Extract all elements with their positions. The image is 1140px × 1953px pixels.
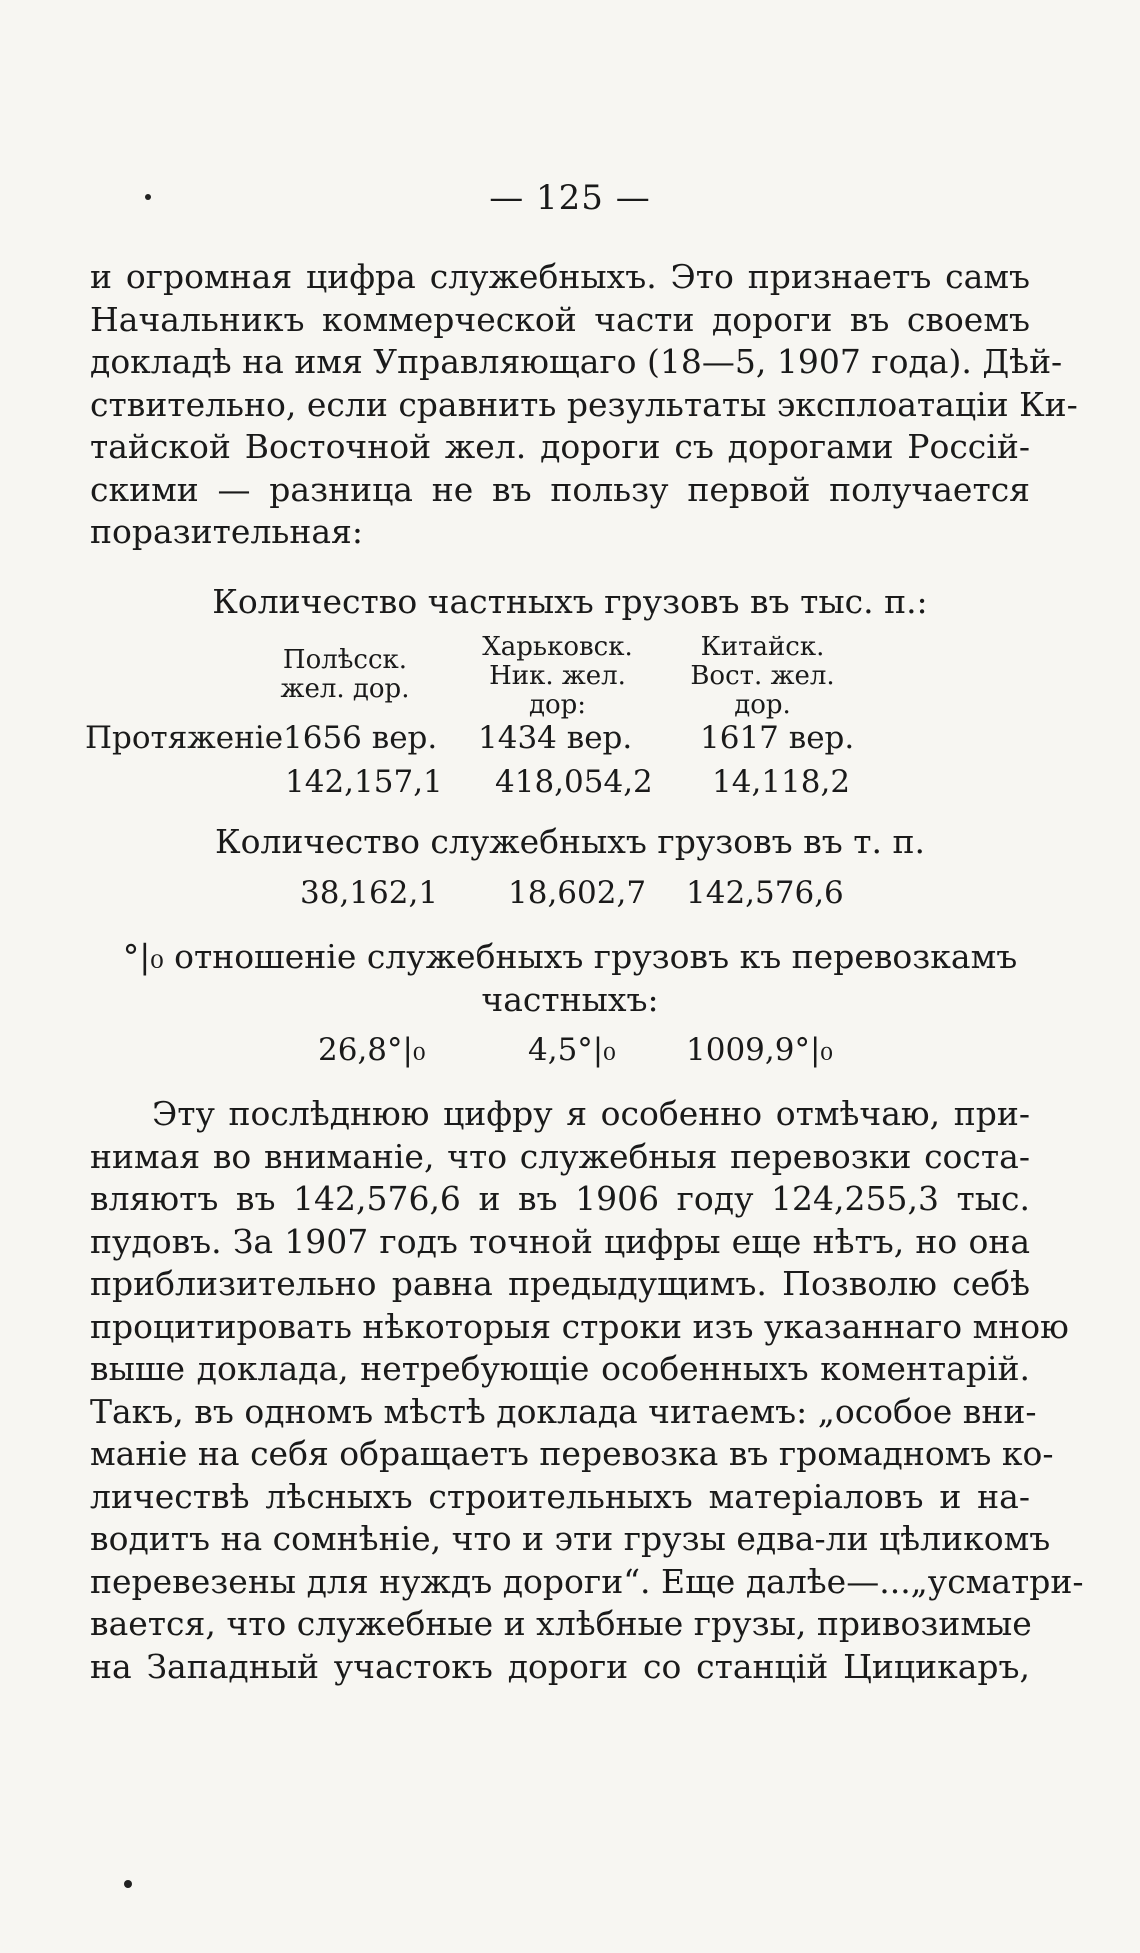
text-line: нимая во вниманіе, что служебныя перевозки соста- bbox=[90, 1136, 1030, 1176]
cell-length-kharkovsk: 1434 вер. bbox=[478, 720, 633, 756]
ink-speck bbox=[124, 1880, 132, 1888]
text-line: тайской Восточной жел. дороги съ дорогами Россій- bbox=[90, 427, 1030, 466]
cell-ratio-kitaisk: 1009,9°|₀ bbox=[686, 1032, 833, 1068]
text-line: пудовъ. За 1907 годъ точной цифры еще нѣтъ, но она bbox=[90, 1221, 1030, 1261]
cell-private-kharkovsk: 418,054,2 bbox=[495, 764, 653, 800]
text-line: перевезены для нуждъ дороги“. Еще далѣе—...„усматри- bbox=[90, 1561, 1084, 1601]
page-number: — 125 — bbox=[489, 178, 651, 218]
text-line: поразительная: bbox=[90, 512, 363, 551]
cell-ratio-polessk: 26,8°|₀ bbox=[318, 1032, 426, 1068]
text-line: вляютъ въ 142,576,6 и въ 1906 году 124,255,3 тыс. bbox=[90, 1179, 1030, 1218]
text-line: водитъ на сомнѣніе, что и эти грузы едва-ли цѣликомъ bbox=[90, 1519, 1051, 1558]
text-line: процитировать нѣкоторыя строки изъ указаннаго мною bbox=[90, 1306, 1069, 1346]
text-line: выше доклада, нетребующіе особенныхъ коментарій. bbox=[90, 1349, 1030, 1388]
text-line: на Западный участокъ дороги со станцій Цицикаръ, bbox=[90, 1646, 1030, 1686]
column-header-kitaisk: Китайск. Вост. жел. дор. bbox=[690, 632, 835, 720]
text-line: личествѣ лѣсныхъ строительныхъ матеріаловъ и на- bbox=[90, 1476, 1030, 1516]
text-line: приблизительно равна предыдущимъ. Позволю себѣ bbox=[90, 1264, 1030, 1303]
cell-service-kharkovsk: 18,602,7 bbox=[508, 875, 647, 911]
text-line: Начальникъ коммерческой части дороги въ своемъ bbox=[90, 299, 1030, 339]
cell-length-kitaisk: 1617 вер. bbox=[700, 720, 855, 756]
text-line: и огромная цифра служебныхъ. Это признаетъ самъ bbox=[90, 257, 1030, 296]
row-label-length: Протяженіе bbox=[85, 720, 284, 756]
column-header-kharkovsk: Харьковск. Ник. жел. дор: bbox=[482, 632, 633, 720]
paragraph-1 bbox=[90, 256, 1078, 554]
text-line: Эту послѣднюю цифру я особенно отмѣчаю, при- bbox=[152, 1094, 1030, 1133]
text-line: ствительно, если сравнить результаты эксплоатаціи Ки- bbox=[90, 384, 1078, 424]
table-title-ratio-cont: частныхъ: bbox=[481, 980, 659, 1019]
cell-service-polessk: 38,162,1 bbox=[300, 875, 439, 911]
text-line: вается, что служебные и хлѣбные грузы, привозимые bbox=[90, 1604, 1032, 1643]
text-line: докладѣ на имя Управляющаго (18—5, 1907 года). Дѣй- bbox=[90, 342, 1063, 381]
cell-length-polessk: 1656 вер. bbox=[283, 720, 438, 756]
table-title-private: Количество частныхъ грузовъ въ тыс. п.: bbox=[212, 582, 928, 621]
cell-private-polessk: 142,157,1 bbox=[285, 764, 443, 800]
paragraph-2 bbox=[90, 1093, 1084, 1688]
cell-ratio-kharkovsk: 4,5°|₀ bbox=[528, 1032, 616, 1068]
text-line: Такъ, въ одномъ мѣстѣ доклада читаемъ: „особое вни- bbox=[90, 1391, 1037, 1431]
cell-private-kitaisk: 14,118,2 bbox=[712, 764, 851, 800]
table-title-ratio: °|₀ отношеніе служебныхъ грузовъ къ перевозкамъ bbox=[122, 937, 1018, 976]
column-header-polessk: Полѣсск. жел. дор. bbox=[280, 645, 410, 704]
text-line: маніе на себя обращаетъ перевозка въ громадномъ ко- bbox=[90, 1434, 1054, 1473]
text-line: скими — разница не въ пользу первой получается bbox=[90, 469, 1030, 509]
cell-service-kitaisk: 142,576,6 bbox=[686, 875, 844, 911]
table-title-service: Количество служебныхъ грузовъ въ т. п. bbox=[215, 822, 925, 861]
